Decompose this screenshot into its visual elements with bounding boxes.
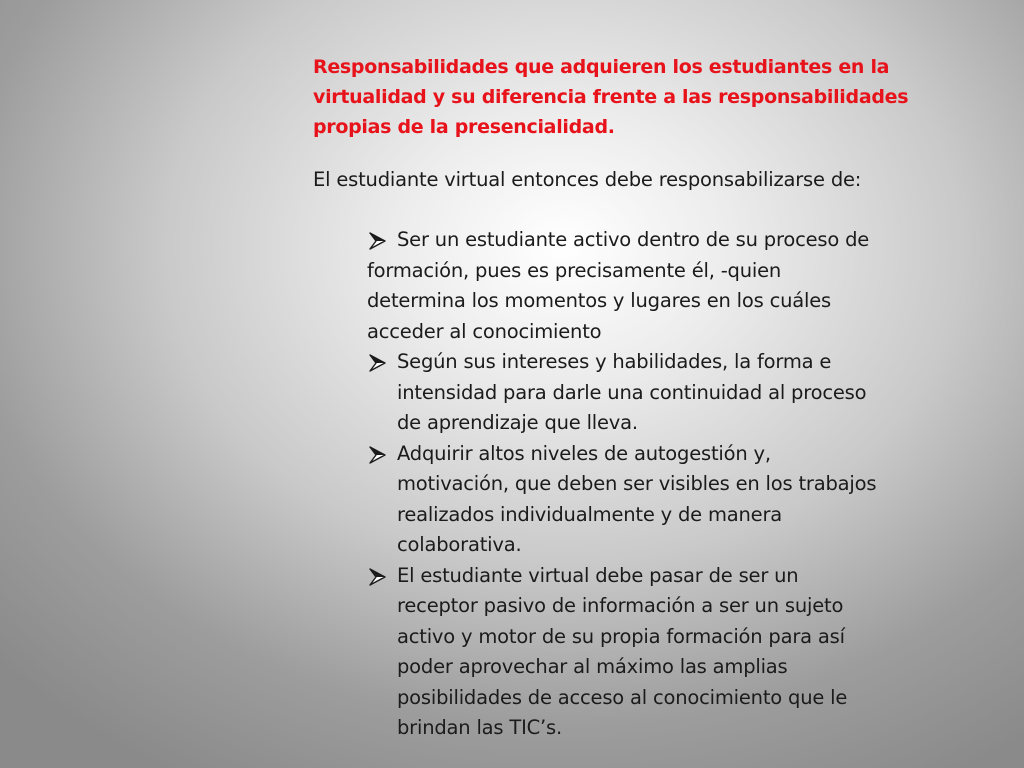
bullet-item: [367, 561, 1013, 744]
bullet-line: formación, pues es precisamente él, -quien: [367, 258, 782, 282]
bullet-line: realizados individualmente y de manera: [397, 502, 783, 526]
bullet-line: motivación, que deben ser visibles en los trabajos: [397, 472, 877, 495]
bullet-line: brindan las TIC’s.: [397, 716, 563, 739]
bullet-line: Según sus intereses y habilidades, la forma e: [397, 350, 832, 373]
bullet-line: receptor pasivo de información a ser un sujeto: [397, 594, 844, 617]
intro-text: El estudiante virtual entonces debe responsabilizarse de:: [313, 168, 862, 191]
bullet-line: de aprendizaje que lleva.: [397, 411, 638, 434]
arrowhead-bullet-icon: [367, 353, 387, 373]
arrowhead-bullet-icon: [367, 445, 387, 465]
arrowhead-bullet-icon: [367, 231, 387, 251]
bullet-line: poder aprovechar al máximo las amplias: [397, 655, 788, 678]
slide-content: [313, 52, 1013, 744]
bullet-line: Adquirir altos niveles de autogestión y,: [397, 441, 771, 465]
bullet-item: [367, 347, 1013, 439]
bullet-line: Ser un estudiante activo dentro de su proceso de: [397, 228, 870, 251]
bullet-line: colaborativa.: [397, 533, 522, 556]
bullet-line: acceder al conocimiento: [367, 319, 602, 343]
bullet-line: intensidad para darle una continuidad al proceso: [397, 380, 867, 404]
arrowhead-bullet-icon: [367, 567, 387, 587]
bullet-list: [313, 225, 1013, 744]
bullet-item: [367, 439, 1013, 561]
slide-title: Responsabilidades que adquieren los estudiantes en la virtualidad y su diferencia frente a las responsabilidades propias de la presencialidad.: [313, 56, 909, 138]
bullet-line: determina los momentos y lugares en los cuáles: [367, 289, 831, 312]
bullet-line: El estudiante virtual debe pasar de ser un: [397, 563, 799, 587]
bullet-line: posibilidades de acceso al conocimiento que le: [397, 685, 848, 709]
bullet-item: [367, 225, 1013, 347]
bullet-line: activo y motor de su propia formación para así: [397, 624, 845, 648]
